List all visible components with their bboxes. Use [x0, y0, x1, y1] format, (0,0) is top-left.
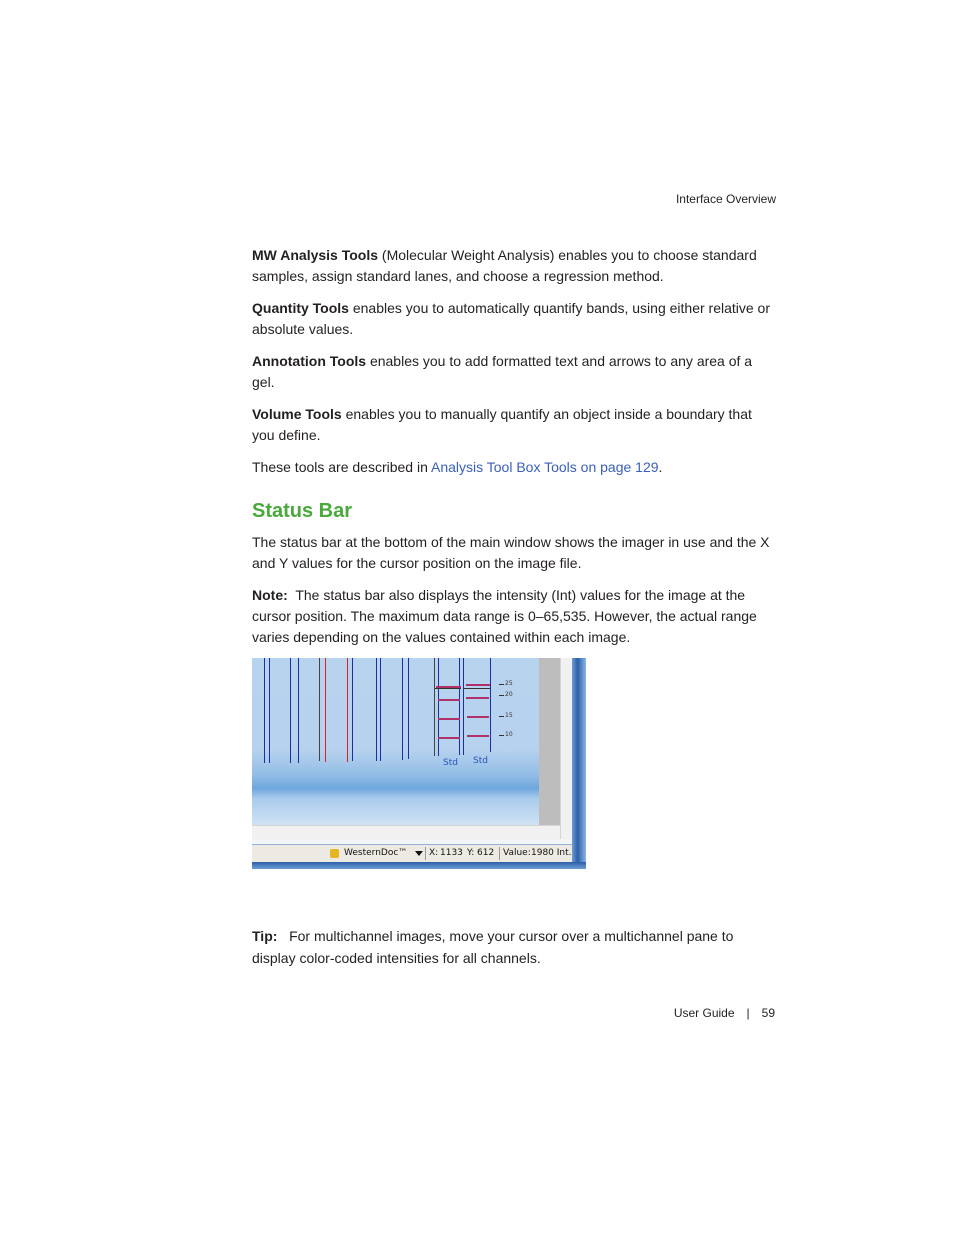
desc-quantity-tools: enables you to automatically quantify bands, using either relative or absolute values. [252, 300, 770, 337]
body-text-top [252, 245, 777, 478]
term-annotation-tools: Annotation Tools [252, 353, 367, 369]
analysis-tool-box-link[interactable]: Analysis Tool Box Tools on page 129 [431, 459, 659, 475]
paragraph-quantity [252, 298, 777, 340]
desc-mw-analysis-tools: (Molecular Weight Analysis) enables you to choose standard samples, assign standard lanes, and choose a regression method. [252, 247, 757, 284]
lane-line [459, 658, 460, 755]
lane-line [408, 658, 409, 759]
page-footer [674, 1006, 775, 1020]
paragraph-mw-analysis [252, 245, 777, 287]
lane-line [264, 658, 265, 763]
mw-marker-label: 20 [505, 691, 513, 698]
footer-guide: User Guide [673, 1006, 735, 1020]
mw-tick [499, 716, 504, 717]
lane-box-line [435, 688, 461, 689]
footer-divider: | [746, 1006, 750, 1020]
window-frame [572, 658, 586, 869]
tip-label: Tip: [252, 928, 278, 944]
lane-line [463, 658, 464, 755]
mw-marker-label: 25 [505, 680, 513, 687]
status-separator [425, 847, 426, 860]
note-text: The status bar also displays the intensity (Int) values for the image at the cursor position. The maximum data range is 0–65,535. However, the actual range varies depending on the values contained within each image. [252, 587, 757, 645]
page-number: 59 [761, 1006, 775, 1020]
note-label: Note: [252, 587, 288, 603]
lane-line [298, 658, 299, 763]
lane-line [434, 658, 435, 756]
intensity-value: 1980 Int. [531, 848, 572, 858]
lane-line [352, 658, 353, 761]
y-value: 612 [477, 848, 495, 858]
lane-line [438, 658, 439, 756]
paragraph-note [252, 585, 777, 648]
lane-line [380, 658, 381, 761]
paragraph-described [252, 457, 777, 478]
described-period: . [658, 459, 663, 475]
std-label: Std [473, 756, 488, 766]
window-frame-bottom [252, 862, 586, 869]
lane-line-selected [347, 658, 348, 762]
band [436, 686, 461, 688]
band [438, 737, 460, 739]
paragraph-tip [252, 925, 777, 969]
running-head: Interface Overview [675, 192, 776, 206]
term-volume-tools: Volume Tools [252, 406, 342, 422]
lane-line [290, 658, 291, 763]
lane-line [319, 658, 320, 761]
tip-text: For multichannel images, move your cursor over a multichannel pane to display color-coded intensities for all channels. [252, 928, 734, 966]
lane-line [490, 658, 491, 752]
lane-line [269, 658, 270, 763]
value-label: Value: [503, 848, 531, 858]
x-label: X: [429, 848, 439, 858]
described-text: These tools are described in [252, 459, 431, 475]
paragraph-status-bar: The status bar at the bottom of the main window shows the imager in use and the X and Y values for the cursor position on the image file. [252, 534, 770, 571]
mw-marker-label: 15 [505, 712, 513, 719]
lane-line [402, 658, 403, 760]
image-margin [539, 658, 560, 825]
paragraph-annotation [252, 351, 777, 393]
lane-line-selected [325, 658, 326, 762]
lock-icon [330, 849, 339, 858]
y-label: Y: [467, 848, 475, 858]
section-heading: Status Bar [252, 500, 353, 522]
status-bar-screenshot [252, 658, 586, 869]
mw-tick [499, 735, 504, 736]
paragraph-volume [252, 404, 777, 446]
tip-block [252, 925, 777, 969]
band [438, 699, 460, 701]
desc-volume-tools: enables you to manually quantify an object inside a boundary that you define. [252, 406, 752, 443]
mw-marker-label: 10 [505, 731, 513, 738]
horizontal-scrollbar[interactable] [252, 825, 560, 840]
desc-annotation-tools: enables you to add formatted text and arrows to any area of a gel. [252, 353, 753, 390]
x-value: 1133 [440, 848, 463, 858]
term-mw-analysis-tools: MW Analysis Tools [252, 247, 379, 263]
band [467, 716, 489, 718]
lane-box-line [464, 688, 490, 689]
std-label: Std [443, 758, 458, 768]
band [467, 735, 489, 737]
lane-line [376, 658, 377, 761]
status-bar [252, 844, 572, 862]
gel-image [252, 658, 539, 825]
imager-name: WesternDoc™ [344, 848, 408, 858]
mw-tick [499, 695, 504, 696]
mw-tick [499, 684, 504, 685]
band [438, 718, 460, 720]
body-text-status-bar [252, 532, 777, 648]
term-quantity-tools: Quantity Tools [252, 300, 349, 316]
imager-dropdown-icon[interactable] [415, 851, 423, 856]
band [466, 697, 489, 699]
status-separator [499, 847, 500, 860]
band [466, 684, 490, 686]
